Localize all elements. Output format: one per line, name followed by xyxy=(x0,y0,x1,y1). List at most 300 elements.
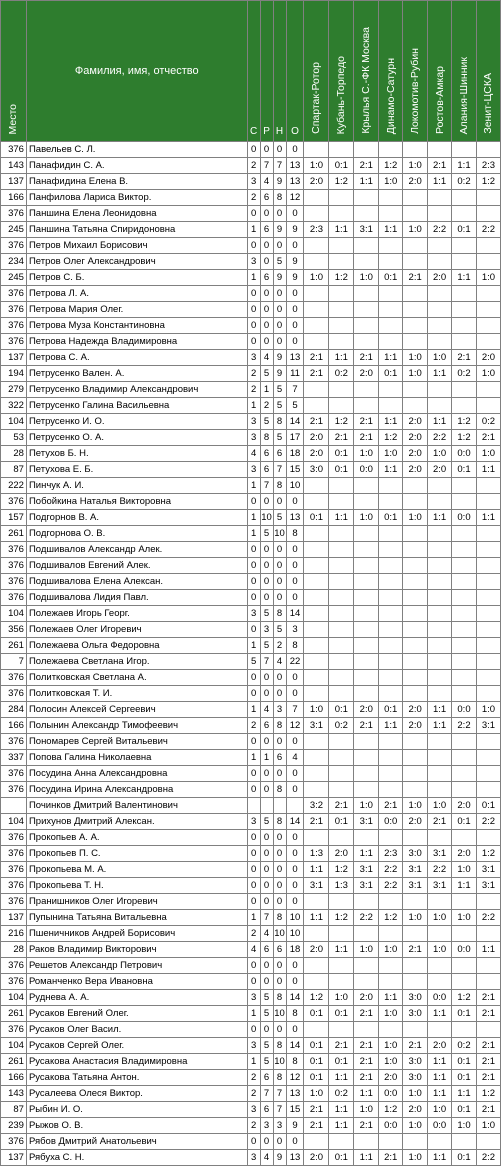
score-cell: 2:1 xyxy=(476,1054,500,1070)
place-cell: 87 xyxy=(1,462,27,478)
score-cell: 3:0 xyxy=(403,846,428,862)
score-cell: 0:2 xyxy=(329,1086,354,1102)
score-cell xyxy=(403,590,428,606)
score-cell: 2:1 xyxy=(304,414,329,430)
score-cell xyxy=(329,382,354,398)
score-cell xyxy=(379,830,403,846)
table-row xyxy=(1,190,501,206)
n-cell: 8 xyxy=(273,814,286,830)
s-cell: 1 xyxy=(247,702,260,718)
score-cell xyxy=(379,638,403,654)
o-cell: 0 xyxy=(286,302,304,318)
table-row xyxy=(1,254,501,270)
name-cell: Попова Галина Николаевна xyxy=(26,750,247,766)
place-cell: 376 xyxy=(1,494,27,510)
table-row xyxy=(1,670,501,686)
header-place: Место xyxy=(1,1,27,142)
o-cell: 13 xyxy=(286,174,304,190)
score-cell: 1:1 xyxy=(428,1086,452,1102)
score-cell xyxy=(452,1134,477,1150)
score-cell: 2:1 xyxy=(428,814,452,830)
score-cell: 2:0 xyxy=(304,942,329,958)
score-cell xyxy=(428,590,452,606)
o-cell: 0 xyxy=(286,142,304,158)
score-cell xyxy=(476,590,500,606)
table-row xyxy=(1,734,501,750)
score-cell xyxy=(379,206,403,222)
score-cell xyxy=(304,622,329,638)
r-cell: 0 xyxy=(260,974,273,990)
table-row xyxy=(1,958,501,974)
r-cell: 4 xyxy=(260,174,273,190)
score-cell xyxy=(379,254,403,270)
table-row xyxy=(1,878,501,894)
place-cell: 376 xyxy=(1,782,27,798)
score-cell xyxy=(304,318,329,334)
score-cell: 1:1 xyxy=(379,718,403,734)
score-cell xyxy=(304,1022,329,1038)
score-cell: 2:1 xyxy=(329,1038,354,1054)
s-cell: 0 xyxy=(247,622,260,638)
score-cell xyxy=(403,830,428,846)
o-cell: 13 xyxy=(286,1086,304,1102)
place-cell: 216 xyxy=(1,926,27,942)
r-cell: 0 xyxy=(260,958,273,974)
name-cell: Побойкина Наталья Викторовна xyxy=(26,494,247,510)
score-cell xyxy=(403,558,428,574)
table-row xyxy=(1,782,501,798)
o-cell: 0 xyxy=(286,878,304,894)
r-cell: 0 xyxy=(260,830,273,846)
table-row xyxy=(1,446,501,462)
score-cell xyxy=(329,286,354,302)
score-cell: 0:1 xyxy=(452,1054,477,1070)
place-cell: 261 xyxy=(1,1006,27,1022)
score-cell xyxy=(428,1134,452,1150)
place-cell: 376 xyxy=(1,542,27,558)
name-cell: Руднева А. А. xyxy=(26,990,247,1006)
place-cell: 261 xyxy=(1,1054,27,1070)
score-cell: 1:0 xyxy=(403,910,428,926)
score-cell xyxy=(354,926,379,942)
score-cell: 2:1 xyxy=(304,1118,329,1134)
r-cell: 5 xyxy=(260,606,273,622)
table-row xyxy=(1,862,501,878)
place-cell: 279 xyxy=(1,382,27,398)
score-cell xyxy=(379,958,403,974)
place-cell: 234 xyxy=(1,254,27,270)
score-cell xyxy=(354,894,379,910)
o-cell: 0 xyxy=(286,334,304,350)
score-cell xyxy=(379,766,403,782)
s-cell: 3 xyxy=(247,430,260,446)
score-cell: 2:2 xyxy=(476,910,500,926)
score-cell xyxy=(329,606,354,622)
score-cell: 3:1 xyxy=(354,862,379,878)
score-cell xyxy=(354,526,379,542)
score-cell xyxy=(354,142,379,158)
name-cell: Пупынина Татьяна Витальевна xyxy=(26,910,247,926)
r-cell: 0 xyxy=(260,590,273,606)
score-cell: 1:0 xyxy=(452,1118,477,1134)
score-cell xyxy=(476,206,500,222)
score-cell: 1:2 xyxy=(379,158,403,174)
score-cell: 0:2 xyxy=(452,174,477,190)
score-cell xyxy=(403,1022,428,1038)
score-cell: 0:0 xyxy=(354,462,379,478)
s-cell: 0 xyxy=(247,670,260,686)
score-cell: 1:0 xyxy=(304,1086,329,1102)
place-cell: 104 xyxy=(1,1038,27,1054)
score-cell: 3:1 xyxy=(354,814,379,830)
score-cell: 1:0 xyxy=(403,222,428,238)
o-cell: 0 xyxy=(286,846,304,862)
score-cell xyxy=(403,382,428,398)
score-cell: 3:2 xyxy=(304,798,329,814)
table-row xyxy=(1,654,501,670)
score-cell xyxy=(452,670,477,686)
score-cell xyxy=(452,734,477,750)
n-cell: 7 xyxy=(273,1086,286,1102)
table-row xyxy=(1,526,501,542)
score-cell xyxy=(452,926,477,942)
r-cell: 5 xyxy=(260,1038,273,1054)
score-cell xyxy=(476,190,500,206)
r-cell: 7 xyxy=(260,654,273,670)
n-cell: 0 xyxy=(273,878,286,894)
score-cell xyxy=(403,686,428,702)
score-cell: 1:0 xyxy=(354,510,379,526)
table-row xyxy=(1,1118,501,1134)
table-row xyxy=(1,494,501,510)
score-cell xyxy=(428,894,452,910)
score-cell: 2:0 xyxy=(403,718,428,734)
s-cell: 3 xyxy=(247,606,260,622)
n-cell: 6 xyxy=(273,942,286,958)
name-cell: Панафидин С. А. xyxy=(26,158,247,174)
score-cell: 1:1 xyxy=(476,462,500,478)
score-cell xyxy=(379,398,403,414)
score-cell: 0:1 xyxy=(379,510,403,526)
table-row xyxy=(1,350,501,366)
score-cell: 1:1 xyxy=(428,174,452,190)
n-cell: 8 xyxy=(273,910,286,926)
score-cell xyxy=(354,958,379,974)
score-cell: 1:0 xyxy=(476,270,500,286)
score-cell: 0:1 xyxy=(329,462,354,478)
o-cell: 8 xyxy=(286,526,304,542)
place-cell: 356 xyxy=(1,622,27,638)
o-cell: 0 xyxy=(286,894,304,910)
o-cell: 22 xyxy=(286,654,304,670)
score-cell: 0:1 xyxy=(304,1054,329,1070)
r-cell: 0 xyxy=(260,558,273,574)
r-cell: 0 xyxy=(260,142,273,158)
r-cell: 0 xyxy=(260,894,273,910)
score-cell xyxy=(329,750,354,766)
r-cell: 1 xyxy=(260,382,273,398)
n-cell: 0 xyxy=(273,766,286,782)
score-cell xyxy=(379,590,403,606)
table-row xyxy=(1,398,501,414)
score-cell: 2:1 xyxy=(304,366,329,382)
score-cell: 1:1 xyxy=(452,1086,477,1102)
score-cell: 1:1 xyxy=(428,1006,452,1022)
score-cell: 1:1 xyxy=(379,222,403,238)
score-cell xyxy=(304,974,329,990)
score-cell: 2:0 xyxy=(403,702,428,718)
o-cell: 10 xyxy=(286,910,304,926)
score-cell: 1:1 xyxy=(476,942,500,958)
score-cell: 1:2 xyxy=(329,414,354,430)
name-cell: Прихунов Дмитрий Алексан. xyxy=(26,814,247,830)
score-cell xyxy=(379,286,403,302)
s-cell: 1 xyxy=(247,910,260,926)
score-cell xyxy=(428,638,452,654)
o-cell: 0 xyxy=(286,830,304,846)
score-cell: 1:2 xyxy=(329,910,354,926)
s-cell: 0 xyxy=(247,894,260,910)
r-cell: 0 xyxy=(260,494,273,510)
score-cell: 2:0 xyxy=(354,366,379,382)
score-cell xyxy=(354,238,379,254)
score-cell: 2:0 xyxy=(379,1070,403,1086)
score-cell xyxy=(403,766,428,782)
score-cell: 0:1 xyxy=(304,1006,329,1022)
o-cell: 0 xyxy=(286,1022,304,1038)
score-cell xyxy=(354,670,379,686)
table-row xyxy=(1,830,501,846)
score-cell: 1:0 xyxy=(476,1118,500,1134)
score-cell xyxy=(403,622,428,638)
score-cell xyxy=(304,142,329,158)
score-cell: 2:1 xyxy=(476,1070,500,1086)
score-cell: 1:0 xyxy=(403,366,428,382)
score-cell xyxy=(304,750,329,766)
place-cell: 137 xyxy=(1,350,27,366)
score-cell xyxy=(329,206,354,222)
s-cell: 3 xyxy=(247,1102,260,1118)
r-cell: 5 xyxy=(260,638,273,654)
o-cell: 14 xyxy=(286,414,304,430)
score-cell xyxy=(354,318,379,334)
r-cell: 0 xyxy=(260,238,273,254)
r-cell: 6 xyxy=(260,270,273,286)
r-cell: 0 xyxy=(260,206,273,222)
score-cell xyxy=(354,254,379,270)
name-cell: Рыбин И. О. xyxy=(26,1102,247,1118)
name-cell: Русалеева Олеся Виктор. xyxy=(26,1086,247,1102)
score-cell xyxy=(476,1134,500,1150)
place-cell: 104 xyxy=(1,990,27,1006)
score-cell xyxy=(452,894,477,910)
score-cell xyxy=(354,334,379,350)
score-cell xyxy=(354,302,379,318)
n-cell: 0 xyxy=(273,590,286,606)
o-cell: 9 xyxy=(286,222,304,238)
score-cell: 1:0 xyxy=(379,1038,403,1054)
score-cell xyxy=(329,478,354,494)
score-cell: 1:0 xyxy=(304,158,329,174)
o-cell: 18 xyxy=(286,446,304,462)
s-cell: 0 xyxy=(247,206,260,222)
s-cell: 1 xyxy=(247,638,260,654)
n-cell: 0 xyxy=(273,238,286,254)
score-cell xyxy=(354,654,379,670)
place-cell: 143 xyxy=(1,1086,27,1102)
table-row xyxy=(1,894,501,910)
score-cell xyxy=(452,142,477,158)
score-cell xyxy=(452,830,477,846)
table-row xyxy=(1,1086,501,1102)
score-cell: 0:1 xyxy=(452,222,477,238)
place-cell: 104 xyxy=(1,814,27,830)
score-cell xyxy=(452,398,477,414)
score-cell xyxy=(403,974,428,990)
score-cell xyxy=(403,750,428,766)
score-cell: 3:0 xyxy=(304,462,329,478)
n-cell: 5 xyxy=(273,430,286,446)
score-cell: 1:0 xyxy=(452,862,477,878)
name-cell: Прокопьева М. А. xyxy=(26,862,247,878)
score-cell xyxy=(403,238,428,254)
table-row xyxy=(1,334,501,350)
score-cell: 0:0 xyxy=(452,942,477,958)
score-cell xyxy=(403,670,428,686)
score-cell: 2:0 xyxy=(428,1038,452,1054)
score-cell: 2:1 xyxy=(476,990,500,1006)
score-cell: 0:1 xyxy=(329,1150,354,1166)
score-cell xyxy=(403,654,428,670)
score-cell xyxy=(403,478,428,494)
n-cell: 9 xyxy=(273,270,286,286)
score-cell xyxy=(403,1134,428,1150)
s-cell: 0 xyxy=(247,1022,260,1038)
score-cell: 1:1 xyxy=(379,350,403,366)
score-cell: 0:0 xyxy=(428,1118,452,1134)
s-cell: 3 xyxy=(247,414,260,430)
score-cell: 0:0 xyxy=(452,446,477,462)
score-cell: 2:2 xyxy=(428,862,452,878)
score-cell xyxy=(354,622,379,638)
n-cell: 8 xyxy=(273,606,286,622)
name-cell: Подгорнов В. А. xyxy=(26,510,247,526)
r-cell: 0 xyxy=(260,878,273,894)
score-cell xyxy=(304,766,329,782)
score-cell: 1:2 xyxy=(452,414,477,430)
name-cell: Политковская Т. И. xyxy=(26,686,247,702)
place-cell: 261 xyxy=(1,638,27,654)
name-cell: Павельев С. Л. xyxy=(26,142,247,158)
score-cell: 2:1 xyxy=(379,798,403,814)
score-cell: 1:2 xyxy=(452,430,477,446)
score-cell xyxy=(354,478,379,494)
score-cell xyxy=(452,542,477,558)
score-cell xyxy=(304,286,329,302)
o-cell: 0 xyxy=(286,782,304,798)
table-row xyxy=(1,750,501,766)
name-cell: Рябов Дмитрий Анатольевич xyxy=(26,1134,247,1150)
score-cell: 1:1 xyxy=(379,990,403,1006)
name-cell: Прокопьева Т. Н. xyxy=(26,878,247,894)
score-cell xyxy=(452,334,477,350)
r-cell: 0 xyxy=(260,334,273,350)
score-cell xyxy=(476,622,500,638)
score-cell: 1:0 xyxy=(403,1118,428,1134)
place-cell: 376 xyxy=(1,286,27,302)
name-cell: Пшеничников Андрей Борисович xyxy=(26,926,247,942)
score-cell: 1:1 xyxy=(428,414,452,430)
table-row xyxy=(1,606,501,622)
score-cell xyxy=(403,958,428,974)
o-cell: 0 xyxy=(286,766,304,782)
n-cell: 0 xyxy=(273,574,286,590)
n-cell: 7 xyxy=(273,158,286,174)
s-cell: 0 xyxy=(247,846,260,862)
score-cell xyxy=(452,382,477,398)
r-cell: 4 xyxy=(260,926,273,942)
header-n: Н xyxy=(273,1,286,142)
score-cell xyxy=(329,398,354,414)
score-cell xyxy=(403,318,428,334)
score-cell xyxy=(379,238,403,254)
score-cell: 2:1 xyxy=(354,1118,379,1134)
score-cell: 1:1 xyxy=(428,1150,452,1166)
table-row xyxy=(1,382,501,398)
score-cell: 1:2 xyxy=(329,270,354,286)
score-cell: 3:1 xyxy=(403,862,428,878)
o-cell: 0 xyxy=(286,558,304,574)
score-cell: 1:2 xyxy=(476,1086,500,1102)
o-cell: 0 xyxy=(286,1134,304,1150)
o-cell: 11 xyxy=(286,366,304,382)
score-cell: 2:1 xyxy=(403,942,428,958)
r-cell: 0 xyxy=(260,734,273,750)
score-cell: 2:3 xyxy=(476,158,500,174)
table-row xyxy=(1,558,501,574)
score-cell xyxy=(403,302,428,318)
score-cell xyxy=(428,382,452,398)
score-cell xyxy=(329,894,354,910)
r-cell: 0 xyxy=(260,846,273,862)
score-cell xyxy=(329,494,354,510)
score-cell: 1:1 xyxy=(354,846,379,862)
score-cell xyxy=(476,478,500,494)
score-cell: 1:1 xyxy=(304,910,329,926)
score-cell: 2:1 xyxy=(354,1006,379,1022)
n-cell: 0 xyxy=(273,734,286,750)
score-cell xyxy=(354,606,379,622)
score-cell: 2:0 xyxy=(304,1150,329,1166)
score-cell xyxy=(452,526,477,542)
name-cell: Полежаев Игорь Георг. xyxy=(26,606,247,622)
s-cell: 2 xyxy=(247,158,260,174)
r-cell: 5 xyxy=(260,414,273,430)
name-cell: Подшивалова Елена Алексан. xyxy=(26,574,247,590)
score-cell xyxy=(354,686,379,702)
score-cell xyxy=(354,830,379,846)
score-cell xyxy=(452,606,477,622)
o-cell: 0 xyxy=(286,494,304,510)
s-cell: 1 xyxy=(247,526,260,542)
s-cell: 0 xyxy=(247,318,260,334)
table-row xyxy=(1,286,501,302)
score-cell xyxy=(329,782,354,798)
r-cell: 6 xyxy=(260,1070,273,1086)
score-cell xyxy=(379,190,403,206)
score-cell xyxy=(476,286,500,302)
score-cell xyxy=(403,894,428,910)
